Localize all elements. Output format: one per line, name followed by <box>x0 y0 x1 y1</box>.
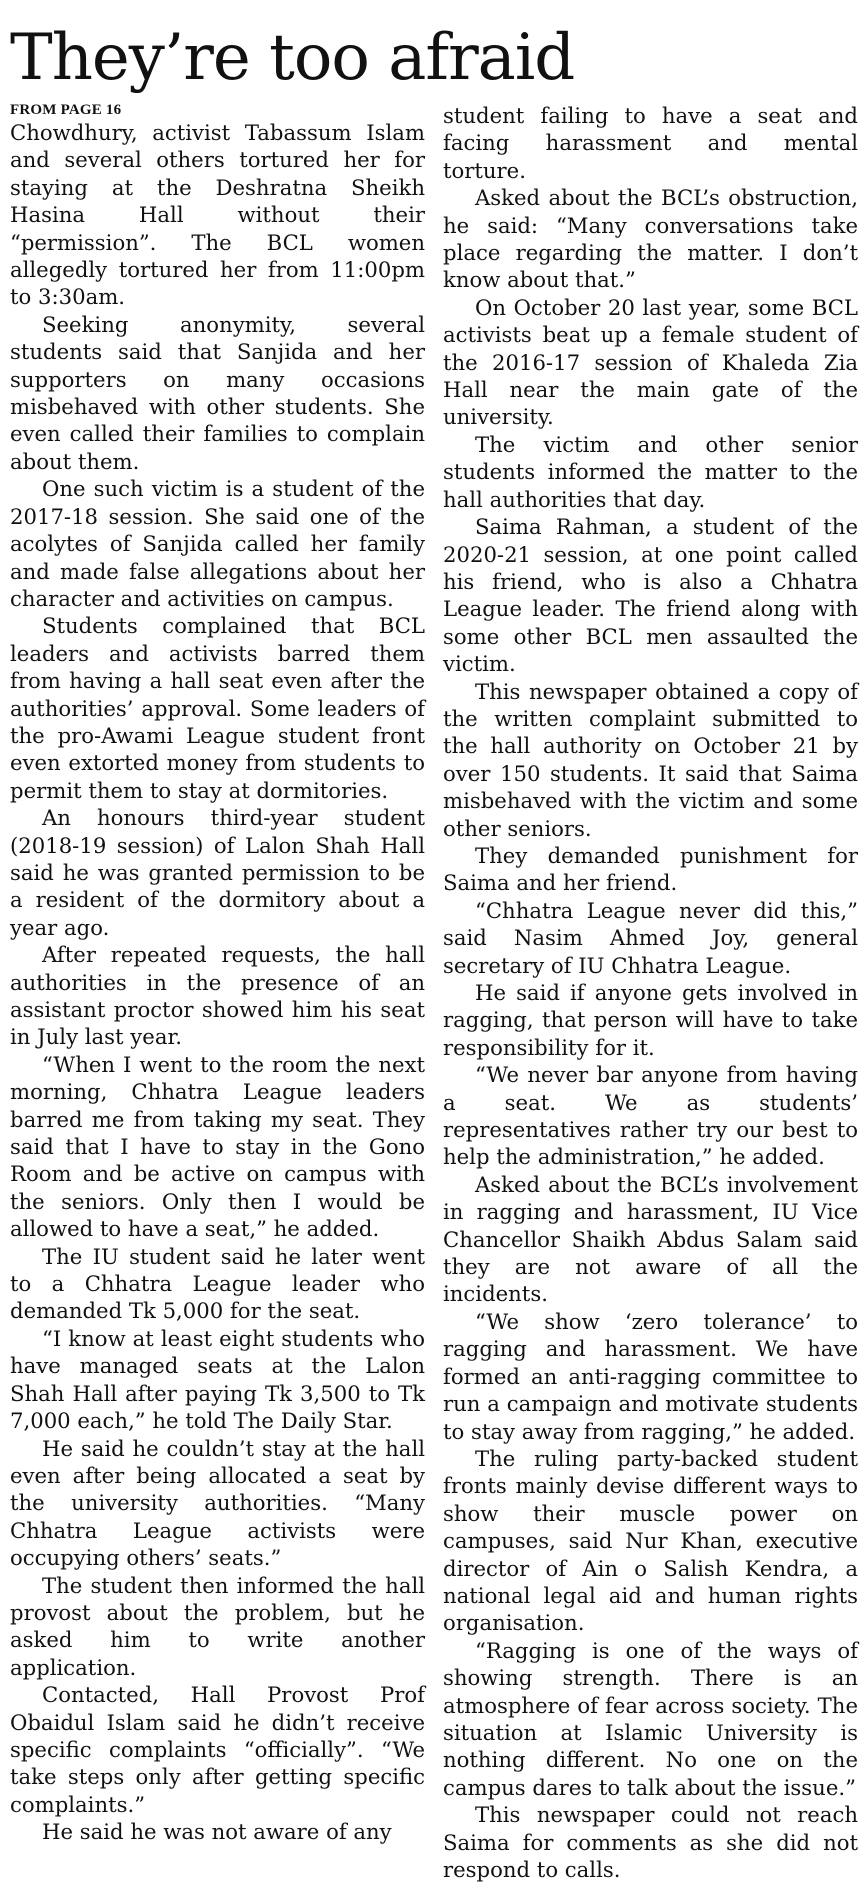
paragraph: An honours third-year student (2018-19 session) of Lalon Shah Hall said he was granted permission to be a resident of the dormitory about a year ago. <box>10 805 425 940</box>
paragraph: After repeated requests, the hall authorities in the presence of an assistant proctor showed him his seat in July last year. <box>10 942 425 1050</box>
paragraph: student failing to have a seat and facing harassment and mental torture. <box>443 103 858 183</box>
paragraph: “We never bar anyone from having a seat. We as students’ representatives rather try our best to help the administration,” he added. <box>443 1062 858 1170</box>
paragraph: “We show ‘zero tolerance’ to ragging and harassment. We have formed an anti-ragging committee to run a campaign and motivate students to stay away from ragging,” he added. <box>443 1308 858 1444</box>
paragraph: Asked about the BCL’s involvement in ragging and harassment, IU Vice Chancellor Shaikh Abdus Salam said they are not aware of all the incidents. <box>443 1171 858 1307</box>
paragraph: He said he couldn’t stay at the hall even after being allocated a seat by the university authorities. “Many Chhatra League activists were occupying others’ seats.” <box>10 1435 425 1571</box>
paragraph: One such victim is a student of the 2017-18 session. She said one of the acolytes of Sanjida called her family and made false allegations about her character and activities on campus. <box>10 476 425 611</box>
paragraph: “Chhatra League never did this,” said Nasim Ahmed Joy, general secretary of IU Chhatra League. <box>443 897 858 978</box>
left-column <box>10 102 425 1883</box>
continued-from-label: FROM PAGE 16 <box>10 102 122 118</box>
paragraph: This newspaper could not reach Saima for comments as she did not respond to calls. <box>443 1802 858 1882</box>
right-column <box>443 102 858 1883</box>
paragraph: The student then informed the hall provost about the problem, but he asked him to write another application. <box>10 1572 425 1680</box>
article-body <box>10 102 858 1883</box>
paragraph: The IU student said he later went to a Chhatra League leader who demanded Tk 5,000 for the seat. <box>10 1243 425 1324</box>
paragraph: Chowdhury, activist Tabassum Islam and several others tortured her for staying at the Deshratna Sheikh Hasina Hall without their “permission”. The BCL women allegedly tortured her from 11:00pm to 3:30am. <box>10 120 425 310</box>
paragraph: “I know at least eight students who have managed seats at the Lalon Shah Hall after paying Tk 3,500 to Tk 7,000 each,” he told The Daily Star. <box>10 1325 425 1434</box>
paragraph: “When I went to the room the next morning, Chhatra League leaders barred me from taking my seat. They said that I have to stay in the Gono Room and be active on campus with the seniors. Only then I would be allowed to have a seat,” he added. <box>10 1051 425 1242</box>
paragraph: Contacted, Hall Provost Prof Obaidul Islam said he didn’t receive specific complaints “officially”. “We take steps only after getting specific complaints.” <box>10 1682 425 1817</box>
paragraph: This newspaper obtained a copy of the written complaint submitted to the hall authority on October 21 by over 150 students. It said that Saima misbehaved with the victim and some other seniors. <box>443 678 858 841</box>
paragraph: They demanded punishment for Saima and her friend. <box>443 842 858 896</box>
paragraph: Saima Rahman, a student of the 2020-21 session, at one point called his friend, who is also a Chhatra League leader. The friend along with some other BCL men assaulted the victim. <box>443 514 858 677</box>
paragraph: Students complained that BCL leaders and activists barred them from having a hall seat even after the authorities’ approval. Some leaders of the pro-Awami League student front even extorted money from students to permit them to stay at dormitories. <box>10 613 425 803</box>
paragraph: The victim and other senior students informed the matter to the hall authorities that day. <box>443 431 858 512</box>
paragraph: He said he was not aware of any <box>42 1819 392 1845</box>
paragraph: He said if anyone gets involved in ragging, that person will have to take responsibility for it. <box>443 980 858 1060</box>
paragraph: Seeking anonymity, several students said that Sanjida and her supporters on many occasions misbehaved with other students. She even called their families to complain about them. <box>10 311 425 474</box>
paragraph: On October 20 last year, some BCL activists beat up a female student of the 2016-17 session of Khaleda Zia Hall near the main gate of the university. <box>443 294 858 430</box>
paragraph: The ruling party-backed student fronts mainly devise different ways to show their muscle power on campuses, said Nur Khan, executive director of Ain o Salish Kendra, a national legal aid and human rights organisation. <box>443 1445 858 1636</box>
headline: They’re too afraid <box>10 21 575 95</box>
paragraph: Asked about the BCL’s obstruction, he said: “Many conversations take place regarding the matter. I don’t know about that.” <box>443 185 858 293</box>
paragraph: “Ragging is one of the ways of showing strength. There is an atmosphere of fear across society. The situation at Islamic University is nothing different. No one on the campus dares to talk about the issue.” <box>443 1637 858 1800</box>
